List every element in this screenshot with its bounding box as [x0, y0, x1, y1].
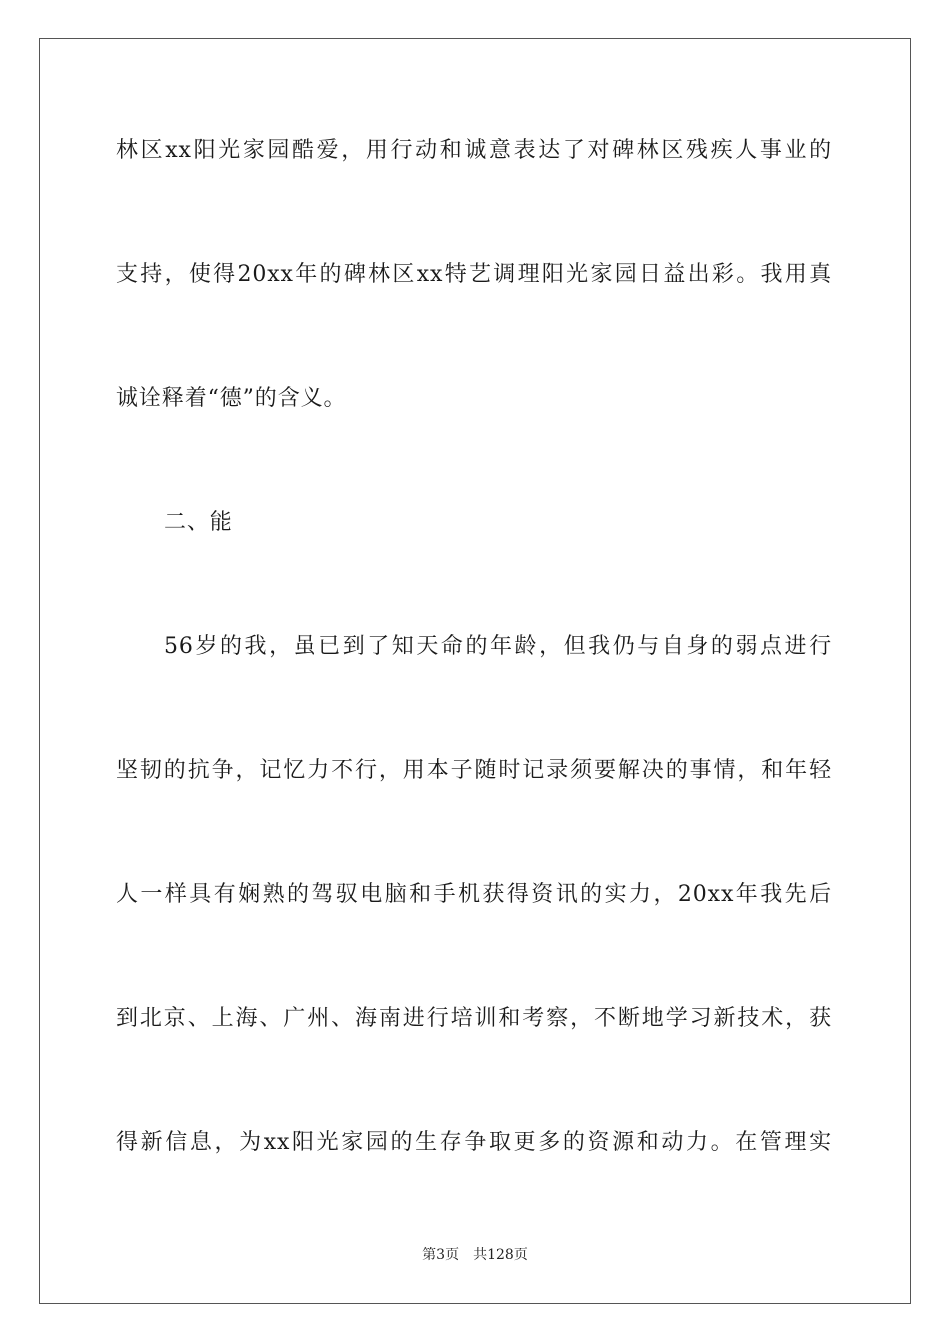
page-number: 第3页: [422, 1247, 460, 1263]
paragraph-line-3: 诚诠释着“德”的含义。: [116, 386, 347, 411]
paragraph-line-2: 支持，使得20xx年的碑林区xx特艺调理阳光家园日益出彩。我用真: [116, 262, 832, 287]
paragraph-line-8: 到北京、上海、广州、海南进行培训和考察，不断地学习新技术，获: [116, 1006, 832, 1031]
paragraph-line-1: 林区xx阳光家园酷爱，用行动和诚意表达了对碑林区残疾人事业的: [116, 138, 832, 163]
section-heading: 二、能: [164, 510, 233, 535]
paragraph-line-7: 人一样具有娴熟的驾驭电脑和手机获得资讯的实力，20xx年我先后: [116, 882, 832, 907]
paragraph-line-5: 56岁的我，虽已到了知天命的年龄，但我仍与自身的弱点进行: [164, 634, 832, 659]
page-border: [39, 38, 911, 1304]
paragraph-line-6: 坚韧的抗争，记忆力不行，用本子随时记录须要解决的事情，和年轻: [116, 758, 832, 783]
page-total: 共128页: [473, 1247, 528, 1263]
paragraph-line-9: 得新信息，为xx阳光家园的生存争取更多的资源和动力。在管理实: [116, 1130, 832, 1155]
page-footer: [0, 1246, 950, 1264]
